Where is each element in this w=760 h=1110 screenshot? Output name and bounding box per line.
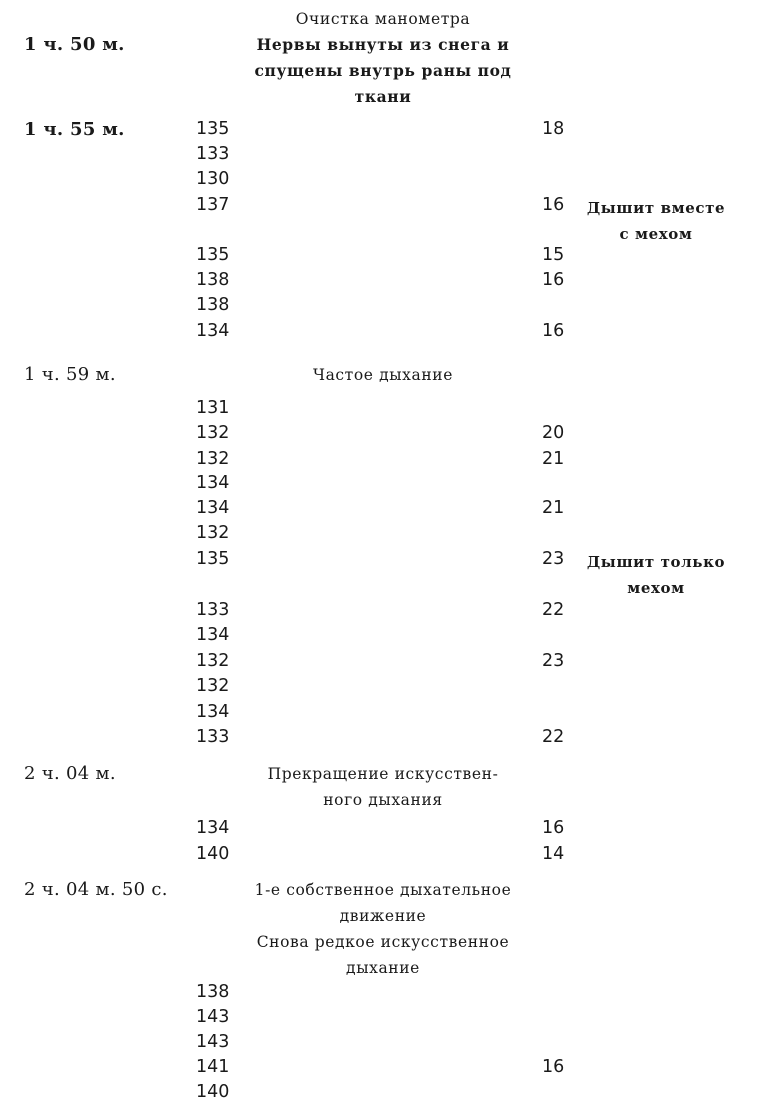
value-b: 22	[542, 600, 565, 620]
value-a: 133	[196, 727, 230, 747]
value-a: 134	[196, 473, 230, 493]
table-row	[0, 521, 760, 546]
table-row	[0, 725, 760, 750]
value-a: 137	[196, 195, 230, 215]
side-note-line: мехом	[627, 579, 685, 597]
note-line: дыхание	[346, 959, 420, 977]
side-note-line: Дышит только	[586, 553, 726, 571]
table-row	[0, 117, 760, 142]
value-a: 134	[196, 818, 230, 838]
value-a: 141	[196, 1057, 230, 1077]
value-a: 135	[196, 119, 230, 139]
value-a: 132	[196, 676, 230, 696]
table-row	[0, 268, 760, 293]
note-line: движение	[339, 907, 427, 925]
table-row	[0, 396, 760, 421]
value-a: 132	[196, 449, 230, 469]
table-row	[0, 1005, 760, 1030]
table-row	[0, 142, 760, 167]
table-row	[0, 471, 760, 496]
table-row	[0, 623, 760, 648]
table-row	[0, 447, 760, 472]
note-line: Прекращение искусствен-	[267, 765, 499, 783]
value-a: 131	[196, 398, 230, 418]
note-line: спущены внутрь раны под	[254, 61, 512, 80]
value-a: 132	[196, 651, 230, 671]
table-row	[0, 496, 760, 521]
value-a: 130	[196, 169, 230, 189]
table-row	[0, 980, 760, 1005]
value-a: 133	[196, 144, 230, 164]
note-line: 1-е собственное дыхательное	[254, 881, 512, 899]
table-row	[0, 674, 760, 699]
note-line: Снова редкое искусственное	[256, 933, 510, 951]
note-line: Очистка манометра	[295, 10, 471, 28]
time-label: 1 ч. 55 м.	[24, 119, 125, 140]
table-row	[0, 700, 760, 725]
time-label: 2 ч. 04 м.	[24, 763, 116, 784]
table-row	[0, 1080, 760, 1105]
table-row	[0, 816, 760, 841]
value-b: 22	[542, 727, 565, 747]
table-row	[0, 1030, 760, 1055]
table-row	[0, 598, 760, 623]
value-a: 134	[196, 625, 230, 645]
table-row	[0, 649, 760, 674]
value-b: 16	[542, 270, 565, 290]
value-a: 140	[196, 844, 230, 864]
time-label: 2 ч. 04 м. 50 с.	[24, 879, 168, 900]
value-a: 140	[196, 1082, 230, 1102]
value-a: 143	[196, 1032, 230, 1052]
value-a: 138	[196, 295, 230, 315]
value-b: 14	[542, 844, 565, 864]
value-a: 134	[196, 702, 230, 722]
value-b: 21	[542, 449, 565, 469]
value-b: 16	[542, 1057, 565, 1077]
note-line: Нервы вынуты из снега и	[256, 35, 510, 54]
value-a: 132	[196, 523, 230, 543]
value-b: 23	[542, 549, 565, 569]
value-a: 133	[196, 600, 230, 620]
time-label: 1 ч. 50 м.	[24, 34, 125, 55]
table-row	[0, 167, 760, 192]
value-a: 134	[196, 321, 230, 341]
value-b: 21	[542, 498, 565, 518]
table-row	[0, 319, 760, 344]
value-b: 16	[542, 818, 565, 838]
value-b: 23	[542, 651, 565, 671]
table-row	[0, 243, 760, 268]
note-line: ного дыхания	[323, 791, 443, 809]
value-a: 143	[196, 1007, 230, 1027]
value-b: 16	[542, 195, 565, 215]
table-row	[0, 1055, 760, 1080]
value-a: 135	[196, 549, 230, 569]
side-note-line: Дышит вместе	[586, 199, 726, 217]
note-line: ткани	[354, 87, 412, 106]
note-line: Частое дыхание	[312, 366, 453, 384]
value-a: 138	[196, 982, 230, 1002]
value-a: 132	[196, 423, 230, 443]
value-b: 16	[542, 321, 565, 341]
table-row	[0, 421, 760, 446]
time-label: 1 ч. 59 м.	[24, 364, 116, 385]
table-row	[0, 842, 760, 867]
table-row	[0, 293, 760, 318]
value-a: 138	[196, 270, 230, 290]
value-a: 135	[196, 245, 230, 265]
value-b: 20	[542, 423, 565, 443]
side-note-line: с мехом	[619, 225, 693, 243]
value-a: 134	[196, 498, 230, 518]
value-b: 18	[542, 119, 565, 139]
value-b: 15	[542, 245, 565, 265]
